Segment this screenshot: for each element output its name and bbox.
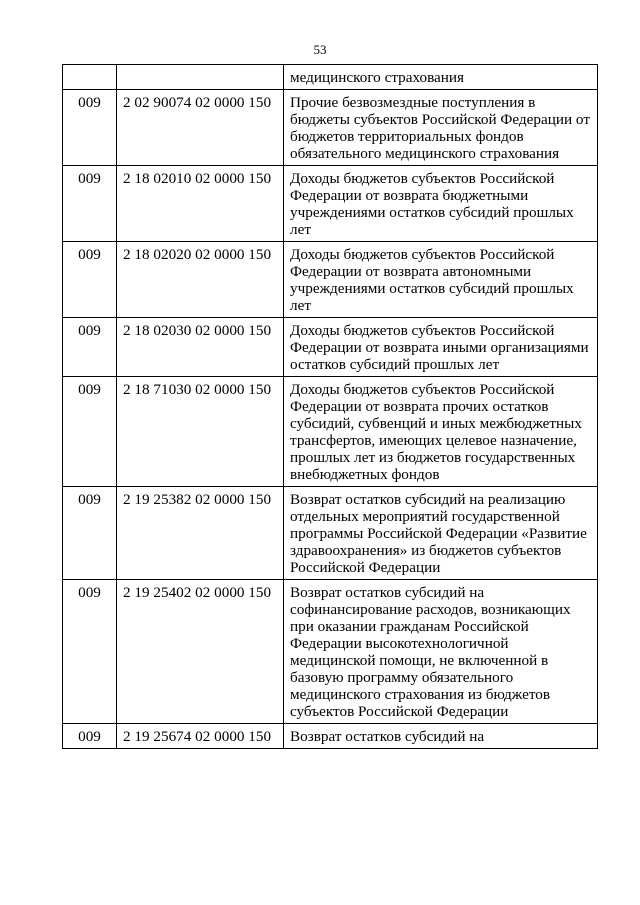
revenue-name-line: Доходы бюджетов субъектов Российской	[290, 246, 555, 263]
budget-code-cell: 2 19 25402 02 0000 150	[117, 580, 284, 724]
revenue-name-line: Доходы бюджетов субъектов Российской	[290, 381, 555, 398]
revenue-name-line: прошлых лет из бюджетов государственных	[290, 449, 576, 466]
revenue-name-line: субсидий, субвенций и иных межбюджетных	[290, 415, 582, 432]
revenue-name-line: Федерации от возврата автономными	[290, 263, 532, 280]
revenue-name-line: субъектов Российской Федерации	[290, 703, 509, 720]
revenue-name-cell	[284, 580, 598, 724]
budget-code-cell: 2 18 71030 02 0000 150	[117, 377, 284, 487]
revenue-name-line: медицинского страхования	[290, 69, 465, 86]
table-row	[63, 580, 598, 724]
table-row	[63, 166, 598, 242]
revenue-name-line: при оказании гражданам Российской	[290, 618, 529, 635]
revenue-name-line: лет	[290, 297, 311, 314]
budget-code-cell: 2 19 25674 02 0000 150	[117, 724, 284, 749]
budget-code-cell: 2 18 02020 02 0000 150	[117, 242, 284, 318]
revenue-name-line: Возврат остатков субсидий на реализацию	[290, 491, 566, 508]
budget-code-cell	[117, 65, 284, 90]
budget-code-cell: 2 02 90074 02 0000 150	[117, 90, 284, 166]
admin-code-cell: 009	[63, 318, 117, 377]
admin-code-cell	[63, 65, 117, 90]
page-number: 53	[313, 42, 327, 57]
revenue-name-cell	[284, 90, 598, 166]
revenue-name-line: отдельных мероприятий государственной	[290, 508, 560, 525]
revenue-name-cell	[284, 487, 598, 580]
revenue-name-line: Прочие безвозмездные поступления в	[290, 94, 536, 111]
revenue-name-line: базовую программу обязательного	[290, 669, 514, 686]
revenue-name-line: Возврат остатков субсидий на	[290, 584, 485, 601]
revenue-name-line: Федерации от возврата бюджетными	[290, 187, 529, 204]
table-row	[63, 724, 598, 749]
revenue-name-line: бюджеты субъектов Российской Федерации от	[290, 111, 590, 128]
revenue-name-line: учреждениями остатков субсидий прошлых	[290, 204, 574, 221]
revenue-name-line: учреждениями остатков субсидий прошлых	[290, 280, 574, 297]
revenue-name-line: Российской Федерации	[290, 559, 441, 576]
revenue-name-line: софинансирование расходов, возникающих	[290, 601, 571, 618]
table-row	[63, 242, 598, 318]
revenue-name-cell	[284, 318, 598, 377]
revenue-name-line: Доходы бюджетов субъектов Российской	[290, 170, 555, 187]
revenue-name-cell	[284, 166, 598, 242]
revenue-name-line: лет	[290, 221, 311, 238]
table-row	[63, 90, 598, 166]
revenue-name-cell	[284, 242, 598, 318]
budget-code-cell: 2 18 02010 02 0000 150	[117, 166, 284, 242]
revenue-name-line: трансфертов, имеющих целевое назначение,	[290, 432, 577, 449]
revenue-name-cell	[284, 65, 598, 90]
budget-code-cell: 2 18 02030 02 0000 150	[117, 318, 284, 377]
revenue-name-line: здравоохранения» из бюджетов субъектов	[290, 542, 562, 559]
budget-code-cell: 2 19 25382 02 0000 150	[117, 487, 284, 580]
admin-code-cell: 009	[63, 580, 117, 724]
revenue-name-line: Федерации от возврата прочих остатков	[290, 398, 549, 415]
admin-code-cell: 009	[63, 377, 117, 487]
revenue-name-cell	[284, 724, 598, 749]
admin-code-cell: 009	[63, 242, 117, 318]
revenue-name-cell	[284, 377, 598, 487]
revenue-name-line: медицинского страхования из бюджетов	[290, 686, 551, 703]
revenue-name-line: остатков субсидий прошлых лет	[290, 356, 500, 373]
budget-code-table	[62, 64, 598, 749]
table-row	[63, 487, 598, 580]
admin-code-cell: 009	[63, 166, 117, 242]
revenue-name-line: программы Российской Федерации «Развитие	[290, 525, 587, 542]
table-row	[63, 318, 598, 377]
admin-code-cell: 009	[63, 90, 117, 166]
admin-code-cell: 009	[63, 487, 117, 580]
revenue-name-line: Федерации от возврата иными организациями	[290, 339, 589, 356]
revenue-name-line: внебюджетных фондов	[290, 466, 440, 483]
revenue-name-line: Федерации высокотехнологичной	[290, 635, 509, 652]
revenue-name-line: обязательного медицинского страхования	[290, 145, 560, 162]
table-row	[63, 377, 598, 487]
table-row	[63, 65, 598, 90]
admin-code-cell: 009	[63, 724, 117, 749]
table-body	[63, 65, 598, 749]
revenue-name-line: Доходы бюджетов субъектов Российской	[290, 322, 555, 339]
revenue-name-line: медицинской помощи, не включенной в	[290, 652, 549, 669]
revenue-name-line: Возврат остатков субсидий на	[290, 728, 485, 745]
revenue-name-line: бюджетов территориальных фондов	[290, 128, 524, 145]
